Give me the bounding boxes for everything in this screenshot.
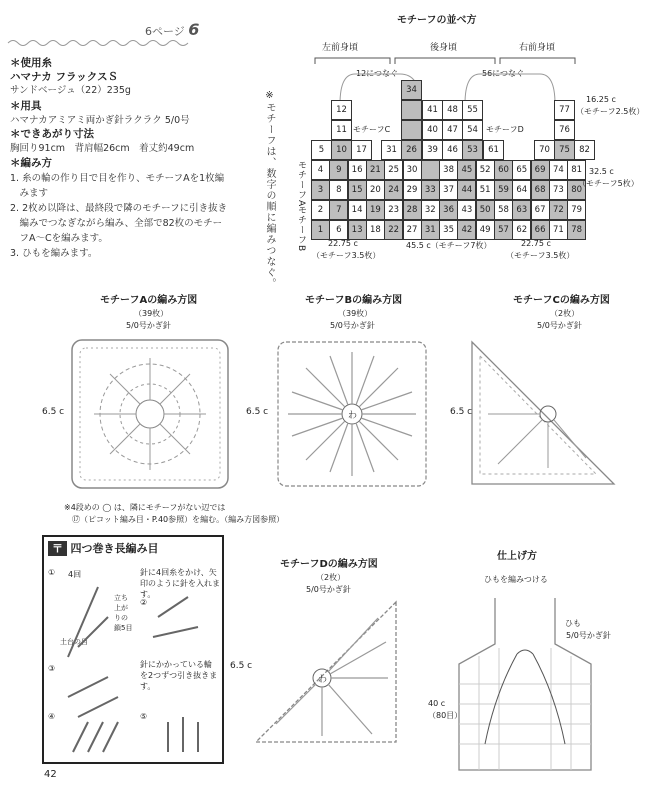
method-heading: ＊編み方: [10, 157, 52, 169]
grid-cell: 43: [457, 200, 476, 220]
grid-cell: 67: [531, 200, 550, 220]
chart-b-dim: 6.5 c: [246, 407, 269, 417]
dim-left-sub: （モチーフ3.5枚）: [312, 251, 381, 260]
layout-title: モチーフの並べ方: [397, 15, 477, 26]
grid-cell: 30: [403, 160, 422, 180]
step-1-num: ①: [48, 568, 56, 577]
grid-cell: 79: [567, 200, 586, 220]
step-1-base: 土台の目: [60, 638, 88, 646]
finish-width: 40 c: [428, 699, 446, 708]
chart-c-diagram: [468, 338, 618, 490]
join-left-note: 12につなぐ: [356, 69, 399, 78]
technique-illustrations: [58, 577, 218, 757]
chart-c-dim: 6.5 c: [450, 407, 473, 417]
grid-cell: 77: [554, 100, 575, 120]
grid-cell: 36: [439, 200, 458, 220]
technique-box: [42, 535, 224, 764]
finish-title: 仕上げ方: [497, 551, 537, 562]
dim-top-sub: （モチーフ2.5枚）: [576, 107, 645, 116]
grid-cell: 12: [331, 100, 352, 120]
right-front-label: 右前身頃: [519, 43, 556, 53]
grid-cell: 3: [311, 180, 330, 200]
step-line: みます: [10, 188, 49, 199]
step-3-text: 針にかかっている輪を2つずつ引き抜きます。: [140, 660, 218, 691]
grid-cell: 51: [476, 180, 495, 200]
grid-cell: 81: [567, 160, 586, 180]
grid-cell: 19: [366, 200, 385, 220]
grid-cell: 68: [531, 180, 550, 200]
grid-cell: 54: [462, 120, 483, 140]
grid-cell: 21: [366, 160, 385, 180]
grid-cell: 55: [462, 100, 483, 120]
grid-cell: 75: [554, 140, 575, 160]
grid-cell: [421, 160, 440, 180]
motif-b-label: モチーフB: [296, 205, 306, 253]
grid-cell: 63: [512, 200, 531, 220]
grid-cell: 47: [442, 120, 463, 140]
grid-cell: [401, 100, 422, 120]
step-line: 1. 糸の輪の作り目で目を作り、モチーフAを1枚編: [10, 173, 225, 184]
grid-cell: 57: [494, 220, 513, 240]
grid-cell: 5: [311, 140, 332, 160]
step-3-num: ③: [48, 664, 56, 673]
grid-cell: 80: [567, 180, 586, 200]
technique-header: 〒 四つ巻き長編み目: [48, 541, 159, 556]
grid-cell: 35: [439, 220, 458, 240]
grid-cell: 22: [384, 220, 403, 240]
step-1-wraps: 4回: [68, 570, 82, 579]
dim-left: 22.75 c: [328, 239, 358, 248]
yarn-heading: ＊使用糸: [10, 57, 52, 69]
chart-b-title: モチーフBの編み方図: [305, 295, 403, 306]
grid-cell: 11: [331, 120, 352, 140]
step-2-num: ②: [140, 598, 148, 607]
tool-heading: ＊用具: [10, 100, 42, 112]
grid-cell: 4: [311, 160, 330, 180]
motif-a-label: モチーフA: [296, 160, 306, 208]
chart-c-count: （2枚）: [550, 309, 580, 318]
grid-cell: 40: [422, 120, 443, 140]
wavy-border: [8, 38, 188, 48]
motif-c-label: モチーフC: [353, 125, 391, 134]
grid-cell: 18: [366, 220, 385, 240]
treble-icon: 〒: [48, 541, 67, 556]
grid-cell: 7: [329, 200, 348, 220]
grid-cell: 26: [401, 140, 422, 160]
grid-cell: 52: [476, 160, 495, 180]
step-line: 編みでつなぎながら編み、全部で82枚のモチー: [10, 218, 223, 229]
grid-cell: 53: [462, 140, 483, 160]
step-line: 3. ひもを編みます。: [10, 248, 98, 259]
grid-cell: 65: [512, 160, 531, 180]
chart-a-title: モチーフAの編み方図: [100, 295, 198, 306]
grid-cell: 41: [422, 100, 443, 120]
size-text: 胸回り91cm 背肩幅26cm 着丈約49cm: [10, 143, 195, 154]
chart-a-dim: 6.5 c: [42, 407, 65, 417]
grid-cell: 27: [403, 220, 422, 240]
grid-cell: 49: [476, 220, 495, 240]
grid-cell: 28: [403, 200, 422, 220]
chart-d-title: モチーフDの編み方図: [280, 559, 378, 570]
tool-text: ハマナカアミアミ両かぎ針ラクラク 5/0号: [10, 115, 190, 126]
grid-cell: 64: [512, 180, 531, 200]
grid-cell: 29: [403, 180, 422, 200]
grid-cell: 46: [442, 140, 463, 160]
grid-cell: 37: [439, 180, 458, 200]
grid-cell: 76: [554, 120, 575, 140]
chart-d-dim: 6.5 c: [230, 661, 253, 671]
grid-cell: 25: [384, 160, 403, 180]
grid-cell: 31: [421, 220, 440, 240]
dim-right: 22.75 c: [521, 239, 551, 248]
grid-cell: 24: [384, 180, 403, 200]
step-1-text: 針に4回糸をかけ、矢印のように針を入れます。: [140, 568, 220, 599]
grid-cell: 1: [311, 220, 330, 240]
step-1-chain: 立ち上がりの鎖5目: [114, 594, 133, 632]
grid-cell: 13: [348, 220, 367, 240]
left-front-label: 左前身頃: [322, 43, 359, 53]
grid-cell: 23: [384, 200, 403, 220]
grid-cell: 17: [351, 140, 372, 160]
chart-d-diagram: [252, 598, 400, 748]
picot-note-2: ⑰（ピコット編み目・P.40参照）を編む。（編み方図参照）: [72, 515, 285, 524]
step-line: フA～Cを編みます。: [10, 233, 108, 244]
grid-cell: 82: [574, 140, 595, 160]
step-line: 2. 2枚め以降は、最終段で隣のモチーフに引き抜き: [10, 203, 228, 214]
grid-cell: 16: [348, 160, 367, 180]
size-heading: ＊できあがり寸法: [10, 128, 94, 140]
grid-cell: 39: [422, 140, 443, 160]
chart-b-hook: 5/0号かぎ針: [330, 321, 375, 330]
grid-cell: 15: [348, 180, 367, 200]
chart-a-diagram: [70, 338, 230, 490]
chart-a-hook: 5/0号かぎ針: [126, 321, 171, 330]
svg-text:わ: わ: [348, 411, 358, 421]
back-label: 後身頃: [430, 43, 458, 53]
grid-cell: 59: [494, 180, 513, 200]
grid-cell: 71: [549, 220, 568, 240]
grid-cell: 74: [549, 160, 568, 180]
grid-cell: 69: [531, 160, 550, 180]
grid-cell: 66: [531, 220, 550, 240]
grid-cell: 73: [549, 180, 568, 200]
chart-c-hook: 5/0号かぎ針: [537, 321, 582, 330]
chart-a-count: （39枚）: [134, 309, 169, 318]
grid-cell: 60: [494, 160, 513, 180]
grid-cell: 45: [457, 160, 476, 180]
grid-cell: 42: [457, 220, 476, 240]
dim-right-sub: （モチーフ3.5枚）: [506, 251, 575, 260]
grid-cell: 33: [421, 180, 440, 200]
chart-b-count: （39枚）: [338, 309, 373, 318]
grid-cell: 2: [311, 200, 330, 220]
grid-cell: 38: [439, 160, 458, 180]
grid-cell: 50: [476, 200, 495, 220]
grid-cell: 34: [401, 80, 422, 100]
join-right-note: 56につなぐ: [482, 69, 525, 78]
order-note: ※モチーフは、数字の順に編みつなぐ。: [264, 90, 275, 289]
section-brackets: [310, 56, 580, 66]
chart-c-title: モチーフCの編み方図: [513, 295, 610, 306]
dim-top: 16.25 c: [586, 95, 616, 104]
page-ref: 6ページ 6: [145, 20, 200, 39]
step-4-num: ④: [48, 712, 56, 721]
yarn-name: ハマナカ フラックスＳ: [10, 71, 119, 83]
page-number: 42: [44, 769, 57, 780]
svg-text:わ: わ: [318, 675, 328, 685]
step-5-num: ⑤: [140, 712, 148, 721]
grid-cell: 70: [534, 140, 555, 160]
picot-note-1: ※4段めの ◯ は、隣にモチーフがない辺では: [64, 503, 226, 512]
motif-d-label: モチーフD: [486, 125, 524, 134]
grid-cell: 32: [421, 200, 440, 220]
grid-cell: 14: [348, 200, 367, 220]
finish-sub: ひもを編みつける: [484, 575, 548, 584]
chart-d-count: （2枚）: [316, 573, 346, 582]
dim-side: 32.5 c: [589, 167, 614, 176]
chart-d-hook: 5/0号かぎ針: [306, 585, 351, 594]
yarn-color: サンドベージュ（22）235g: [10, 85, 131, 96]
grid-cell: 58: [494, 200, 513, 220]
grid-cell: 72: [549, 200, 568, 220]
cord-hook: 5/0号かぎ針: [566, 631, 611, 640]
grid-cell: 8: [329, 180, 348, 200]
grid-cell: [401, 120, 422, 140]
grid-cell: 48: [442, 100, 463, 120]
finish-width-sub: （80目）: [428, 711, 463, 720]
grid-cell: 44: [457, 180, 476, 200]
chart-b-diagram: [274, 338, 430, 490]
dim-side-sub: （モチーフ5枚）: [578, 179, 639, 188]
cord-label: ひも: [565, 619, 581, 628]
grid-cell: 62: [512, 220, 531, 240]
grid-cell: 78: [567, 220, 586, 240]
grid-cell: 31: [381, 140, 402, 160]
grid-cell: 9: [329, 160, 348, 180]
grid-cell: 6: [329, 220, 348, 240]
grid-cell: 61: [483, 140, 504, 160]
grid-cell: 10: [331, 140, 352, 160]
grid-cell: 20: [366, 180, 385, 200]
dim-mid: 45.5 c（モチーフ7枚）: [406, 241, 492, 250]
vest-diagram: [455, 594, 595, 774]
